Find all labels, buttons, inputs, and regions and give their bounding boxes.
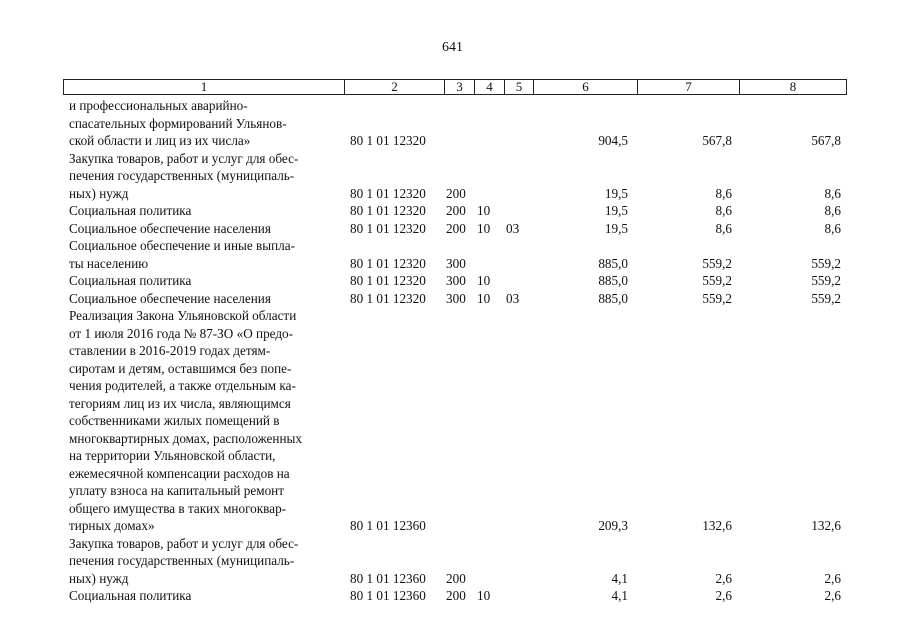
description-line: Реализация Закона Ульяновской области bbox=[69, 308, 297, 323]
target-article-code: 80 1 01 12360 bbox=[350, 518, 426, 533]
amount-col-8: 8,6 bbox=[824, 185, 841, 201]
amount-col-7: 8,6 bbox=[715, 220, 732, 236]
subsection-code: 03 bbox=[506, 290, 520, 306]
section-code: 10 bbox=[477, 220, 491, 236]
section-code: 10 bbox=[477, 588, 491, 603]
amount-col-7: 559,2 bbox=[702, 255, 732, 271]
table-row bbox=[0, 150, 905, 203]
description-line: Закупка товаров, работ и услуг для обес- bbox=[69, 535, 299, 551]
description-line: ской области и лиц из их числа» bbox=[69, 133, 251, 148]
table-header bbox=[63, 79, 847, 95]
amount-col-6: 4,1 bbox=[611, 570, 628, 586]
table-row bbox=[0, 272, 905, 290]
amount-col-6: 209,3 bbox=[598, 518, 628, 533]
row-description bbox=[69, 307, 337, 535]
header-col-3: 3 bbox=[445, 80, 475, 94]
amount-col-8: 559,2 bbox=[811, 290, 841, 306]
description-line: тирных домах» bbox=[69, 518, 155, 533]
row-description bbox=[69, 97, 337, 150]
description-line: спасательных формирований Ульянов- bbox=[69, 115, 287, 131]
description-line: Социальная политика bbox=[69, 588, 192, 603]
expense-type-code: 200 bbox=[446, 570, 466, 586]
amount-col-6: 19,5 bbox=[604, 185, 628, 201]
row-description bbox=[69, 237, 337, 272]
subsection-code: 03 bbox=[506, 220, 520, 236]
amount-col-7: 8,6 bbox=[715, 203, 732, 218]
table-row bbox=[0, 220, 905, 238]
row-description bbox=[69, 587, 337, 605]
row-description bbox=[69, 150, 337, 203]
description-line: печения государственных (муниципаль- bbox=[69, 168, 295, 183]
table-row bbox=[0, 237, 905, 272]
description-line: и профессиональных аварийно- bbox=[69, 98, 248, 113]
header-col-1: 1 bbox=[64, 80, 345, 94]
row-description bbox=[69, 535, 337, 588]
expense-type-code: 300 bbox=[446, 255, 466, 271]
description-line: Социальное обеспечение населения bbox=[69, 220, 271, 236]
amount-col-7: 567,8 bbox=[702, 133, 732, 148]
header-col-8: 8 bbox=[789, 79, 797, 94]
amount-col-8: 567,8 bbox=[811, 133, 841, 148]
target-article-code: 80 1 01 12320 bbox=[350, 220, 426, 236]
description-line: сиротам и детям, оставшимся без попе- bbox=[69, 360, 292, 376]
header-col-4: 4 bbox=[475, 80, 505, 94]
amount-col-6: 885,0 bbox=[598, 290, 628, 306]
target-article-code: 80 1 01 12320 bbox=[350, 185, 426, 201]
description-line: общего имущества в таких многоквар- bbox=[69, 500, 287, 516]
target-article-code: 80 1 01 12320 bbox=[350, 255, 426, 271]
description-line: уплату взноса на капитальный ремонт bbox=[69, 483, 284, 498]
target-article-code: 80 1 01 12320 bbox=[350, 203, 426, 218]
description-line: Социальное обеспечение населения bbox=[69, 290, 271, 306]
table-row bbox=[0, 307, 905, 535]
description-line: многоквартирных домах, расположенных bbox=[69, 430, 302, 446]
row-description bbox=[69, 202, 337, 220]
description-line: ставлении в 2016-2019 годах детям- bbox=[69, 343, 271, 358]
target-article-code: 80 1 01 12320 bbox=[350, 273, 426, 288]
expense-type-code: 300 bbox=[446, 273, 466, 288]
table-row bbox=[0, 587, 905, 605]
header-col-6: 6 bbox=[534, 80, 638, 94]
expense-type-code: 200 bbox=[446, 185, 466, 201]
expense-type-code: 200 bbox=[446, 588, 466, 603]
row-description bbox=[69, 220, 337, 238]
amount-col-6: 885,0 bbox=[598, 273, 628, 288]
target-article-code: 80 1 01 12320 bbox=[350, 133, 426, 148]
amount-col-8: 559,2 bbox=[811, 255, 841, 271]
description-line: Социальная политика bbox=[69, 203, 192, 218]
description-line: ных) нужд bbox=[69, 570, 129, 586]
target-article-code: 80 1 01 12360 bbox=[350, 588, 426, 603]
description-line: Социальная политика bbox=[69, 273, 192, 288]
description-line: ных) нужд bbox=[69, 185, 129, 201]
description-line: ежемесячной компенсации расходов на bbox=[69, 465, 290, 481]
amount-col-6: 904,5 bbox=[598, 133, 628, 148]
section-code: 10 bbox=[477, 273, 491, 288]
table-row bbox=[0, 290, 905, 308]
section-code: 10 bbox=[477, 290, 491, 306]
amount-col-7: 132,6 bbox=[702, 518, 732, 533]
amount-col-8: 2,6 bbox=[824, 570, 841, 586]
amount-col-8: 559,2 bbox=[811, 273, 841, 288]
expense-type-code: 300 bbox=[446, 290, 466, 306]
amount-col-8: 2,6 bbox=[824, 588, 841, 603]
target-article-code: 80 1 01 12320 bbox=[350, 290, 426, 306]
row-description bbox=[69, 290, 337, 308]
row-description bbox=[69, 272, 337, 290]
amount-col-7: 559,2 bbox=[702, 290, 732, 306]
amount-col-8: 8,6 bbox=[824, 220, 841, 236]
table-row bbox=[0, 535, 905, 588]
description-line: собственниками жилых помещений в bbox=[69, 413, 280, 428]
amount-col-7: 2,6 bbox=[715, 570, 732, 586]
amount-col-7: 559,2 bbox=[702, 273, 732, 288]
amount-col-7: 8,6 bbox=[715, 185, 732, 201]
description-line: Закупка товаров, работ и услуг для обес- bbox=[69, 150, 299, 166]
amount-col-6: 19,5 bbox=[604, 203, 628, 218]
amount-col-8: 8,6 bbox=[824, 203, 841, 218]
amount-col-6: 19,5 bbox=[604, 220, 628, 236]
expense-type-code: 200 bbox=[446, 220, 466, 236]
amount-col-8: 132,6 bbox=[811, 518, 841, 533]
amount-col-6: 885,0 bbox=[598, 255, 628, 271]
description-line: от 1 июля 2016 года № 87-ЗО «О предо- bbox=[69, 325, 294, 341]
amount-col-6: 4,1 bbox=[611, 588, 628, 603]
description-line: ты населению bbox=[69, 255, 149, 271]
section-code: 10 bbox=[477, 203, 491, 218]
header-col-2: 2 bbox=[345, 80, 445, 94]
table-row bbox=[0, 202, 905, 220]
table-row bbox=[0, 97, 905, 150]
amount-col-7: 2,6 bbox=[715, 588, 732, 603]
target-article-code: 80 1 01 12360 bbox=[350, 570, 426, 586]
description-line: тегориям лиц из их числа, являющимся bbox=[69, 395, 291, 411]
description-line: печения государственных (муниципаль- bbox=[69, 553, 295, 568]
table-body bbox=[0, 97, 905, 605]
description-line: Социальное обеспечение и иные выпла- bbox=[69, 238, 295, 253]
description-line: чения родителей, а также отдельным ка- bbox=[69, 378, 296, 393]
page-number: 641 bbox=[442, 40, 463, 55]
expense-type-code: 200 bbox=[446, 203, 466, 218]
description-line: на территории Ульяновской области, bbox=[69, 448, 276, 463]
header-col-5: 5 bbox=[505, 80, 534, 94]
header-col-7: 7 bbox=[638, 80, 740, 94]
